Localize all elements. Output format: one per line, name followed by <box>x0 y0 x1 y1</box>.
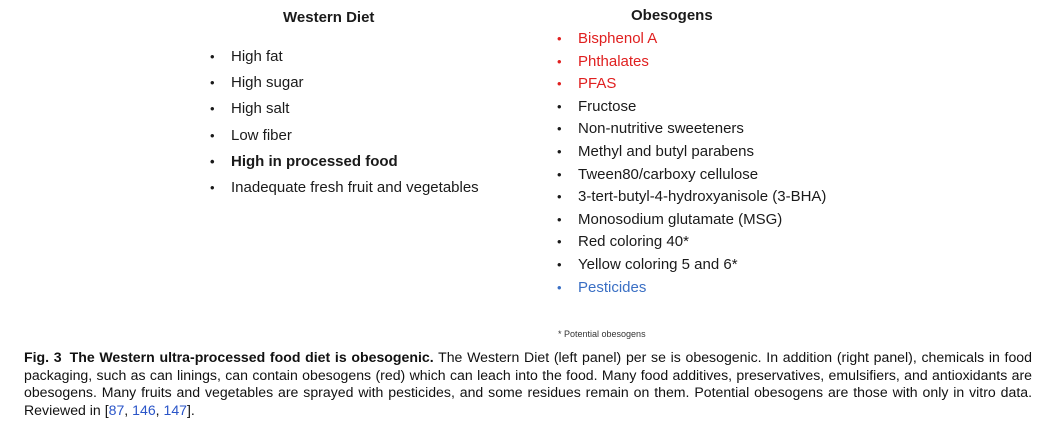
obesogen-item-label: Tween80/carboxy cellulose <box>578 165 759 183</box>
western-diet-item-label: High sugar <box>231 74 304 92</box>
obesogen-item-label: PFAS <box>578 75 617 93</box>
obesogen-item-label: 3-tert-butyl-4-hydroxyanisole (3-BHA) <box>578 188 827 206</box>
reference-link[interactable]: 146 <box>132 401 156 418</box>
obesogen-item-label: Non-nutritive sweeteners <box>578 120 744 138</box>
obesogen-item <box>557 28 826 51</box>
obesogen-item <box>557 96 826 119</box>
obesogen-item <box>557 164 826 187</box>
obesogen-item-label: Fructose <box>578 97 637 115</box>
obesogen-item-label: Pesticides <box>578 278 647 296</box>
bullet-icon: • <box>557 234 562 250</box>
obesogens-title: Obesogens <box>631 7 713 24</box>
bullet-icon: • <box>557 189 562 205</box>
bullet-icon: • <box>210 127 215 143</box>
western-diet-item-label: Low fiber <box>231 126 292 144</box>
obesogen-item <box>557 277 826 300</box>
western-diet-item <box>210 46 479 72</box>
obesogen-item-label: Red coloring 40* <box>578 233 689 251</box>
obesogen-item <box>557 254 826 277</box>
obesogen-item <box>557 73 826 96</box>
caption-end: ]. <box>187 401 195 418</box>
footnote: * Potential obesogens <box>558 329 646 339</box>
obesogen-item <box>557 231 826 254</box>
figure-label: Fig. 3 <box>24 349 62 365</box>
figure-caption <box>24 349 1032 443</box>
ref-separator: , <box>155 401 164 418</box>
bullet-icon: • <box>210 49 215 64</box>
bullet-icon: • <box>557 279 562 295</box>
western-diet-item-label: High in processed food <box>231 152 398 170</box>
western-diet-item <box>210 177 479 203</box>
bullet-icon: • <box>210 179 215 195</box>
western-diet-item-label: High salt <box>231 100 290 118</box>
reference-link[interactable]: 87 <box>108 401 125 418</box>
obesogen-item <box>557 141 826 164</box>
western-diet-list <box>210 46 479 203</box>
western-diet-item <box>210 151 479 177</box>
western-diet-item <box>210 72 479 98</box>
bullet-icon: • <box>557 166 562 182</box>
western-diet-item <box>210 98 479 124</box>
obesogen-item-label: Monosodium glutamate (MSG) <box>578 210 783 228</box>
reference-link[interactable]: 147 <box>163 401 188 418</box>
bullet-icon: • <box>557 76 562 92</box>
bullet-icon: • <box>557 98 562 114</box>
obesogen-item <box>557 51 826 74</box>
western-diet-item-label: Inadequate fresh fruit and vegetables <box>231 178 479 196</box>
bullet-icon: • <box>557 53 562 69</box>
bullet-icon: • <box>557 211 562 227</box>
obesogen-item <box>557 209 826 232</box>
obesogen-item <box>557 118 826 141</box>
caption-body: The Western Diet (left panel) per se is obesogenic. In addition (right panel), chemicals in food packaging, such as can linings, can contain obesogens (red) which can leach into the food. Many food additives, preservatives, emulsifiers, and antioxidants are obesogens. Many fruits and vegetables are sprayed with pesticides, and some residues remain on them. Potential obesogens are those with only in vitro data. Reviewed in [ <box>24 349 1032 418</box>
figure-title: The Western ultra-processed food diet is obesogenic. <box>69 349 434 365</box>
bullet-icon: • <box>210 153 215 169</box>
bullet-icon: • <box>557 256 562 272</box>
bullet-icon: • <box>557 121 562 137</box>
bullet-icon: • <box>557 31 562 46</box>
bullet-icon: • <box>557 143 562 159</box>
western-diet-item-label: High fat <box>231 48 283 65</box>
obesogen-item-label: Phthalates <box>578 52 649 70</box>
obesogen-item-label: Bisphenol A <box>578 30 658 47</box>
obesogen-item <box>557 186 826 209</box>
ref-separator: , <box>124 401 133 418</box>
obesogens-list <box>557 28 826 299</box>
bullet-icon: • <box>210 101 215 117</box>
western-diet-item <box>210 125 479 151</box>
obesogen-item-label: Methyl and butyl parabens <box>578 142 754 160</box>
bullet-icon: • <box>210 75 215 91</box>
obesogen-item-label: Yellow coloring 5 and 6* <box>578 255 738 273</box>
western-diet-title: Western Diet <box>283 9 375 26</box>
